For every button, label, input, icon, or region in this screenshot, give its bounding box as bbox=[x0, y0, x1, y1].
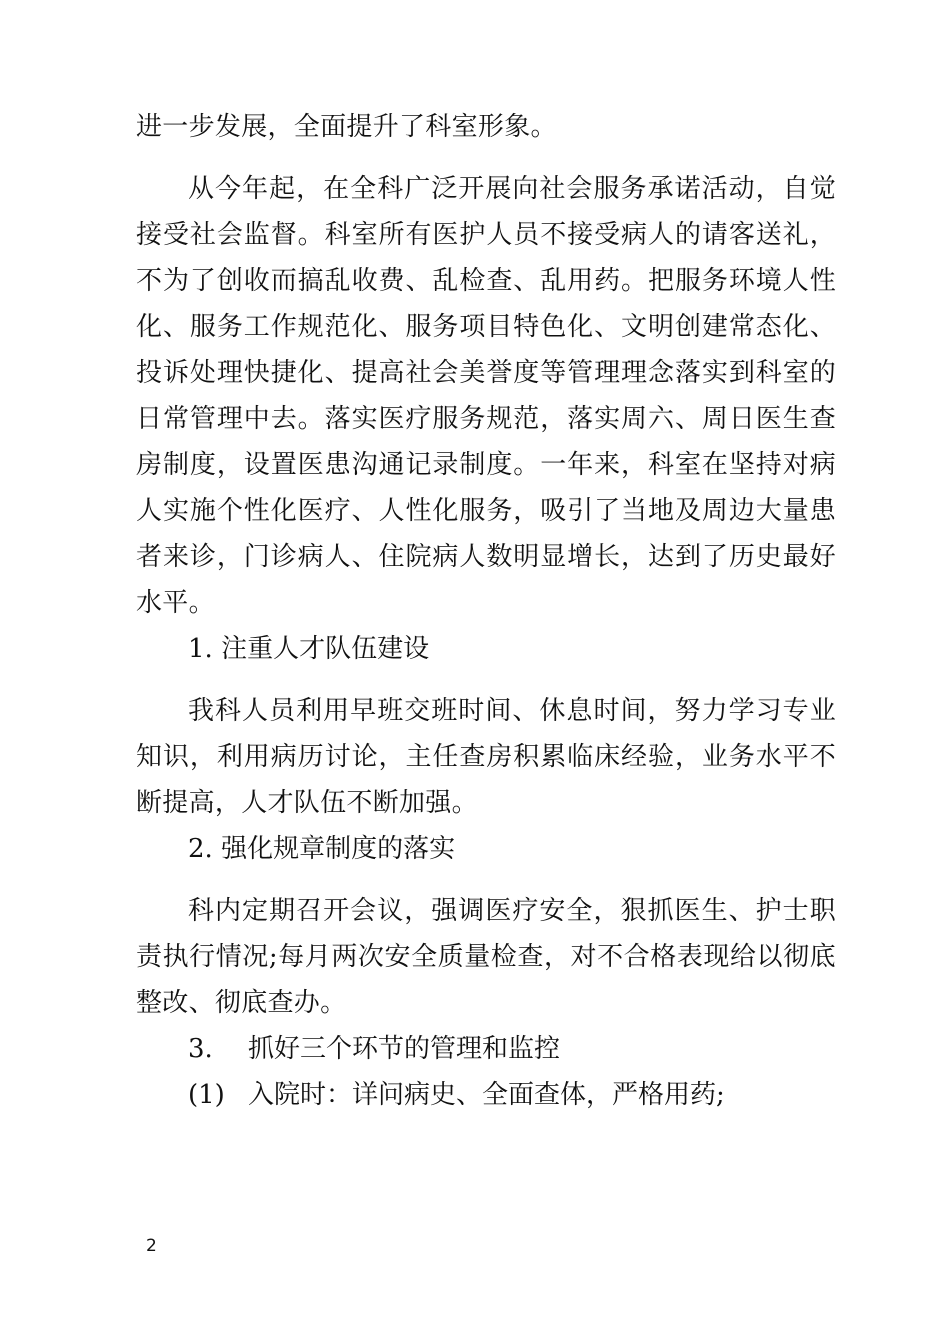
paragraph-talent: 我科人员利用早班交班时间、休息时间，努力学习专业知识，利用病历讨论，主任查房积累临床经验，业务水平不断提高，人才队伍不断加强。 bbox=[136, 696, 836, 818]
paragraph-rules: 科内定期召开会议，强调医疗安全，狠抓医生、护士职责执行情况;每月两次安全质量检查，对不合格表现给以彻底整改、彻底查办。 bbox=[136, 896, 836, 1018]
document-body bbox=[136, 104, 836, 1118]
section-heading-rules: 2. 强化规章制度的落实 bbox=[188, 834, 456, 864]
section-heading-talent: 1. 注重人才队伍建设 bbox=[188, 634, 430, 664]
paragraph-continued: 进一步发展，全面提升了科室形象。 bbox=[136, 112, 557, 142]
paragraph-service-commitment: 从今年起，在全科广泛开展向社会服务承诺活动，自觉接受社会监督。科室所有医护人员不接受病人的请客送礼，不为了创收而搞乱收费、乱检查、乱用药。把服务环境人性化、服务工作规范化、服务项目特色化、文明创建常态化、投诉处理快捷化、提高社会美誉度等管理理念落实到科室的日常管理中去。落实医疗服务规范，落实周六、周日医生查房制度，设置医患沟通记录制度。一年来，科室在坚持对病人实施个性化医疗、人性化服务，吸引了当地及周边大量患者来诊，门诊病人、住院病人数明显增长，达到了历史最好水平。 bbox=[136, 174, 836, 618]
section-heading-text: 抓好三个环节的管理和监控 bbox=[248, 1034, 561, 1064]
section-number: 3. bbox=[188, 1034, 213, 1064]
list-item-admission bbox=[136, 1072, 836, 1118]
list-item-number: (1) bbox=[188, 1080, 225, 1110]
list-item-text: 入院时：详问病史、全面查体，严格用药; bbox=[248, 1080, 725, 1110]
page-number: 2 bbox=[146, 1236, 157, 1256]
section-heading-monitoring bbox=[136, 1026, 836, 1072]
